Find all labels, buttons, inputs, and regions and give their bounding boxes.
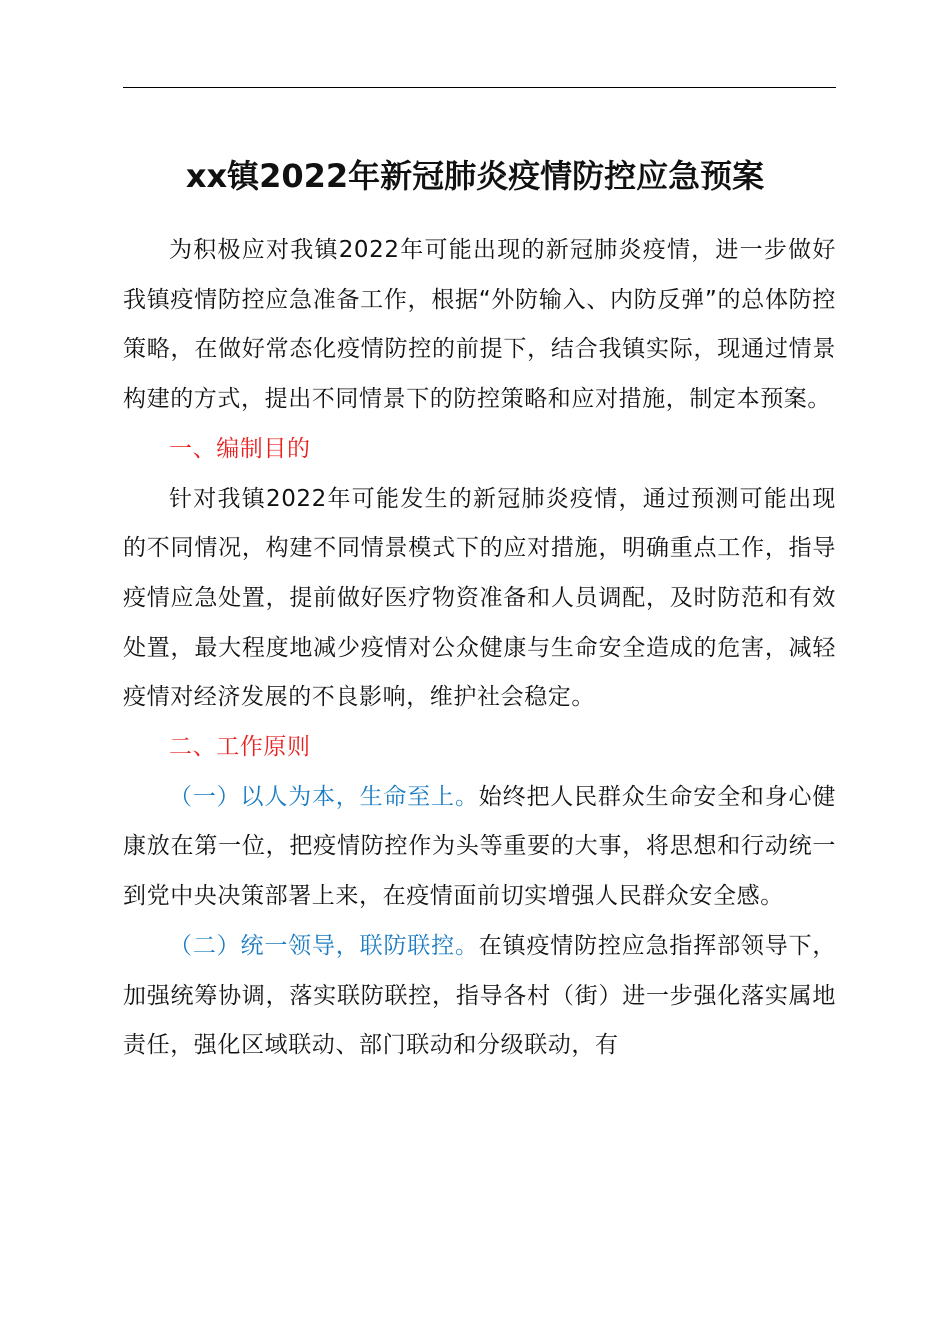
principle-label-2: （二）统一领导，联防联控。 [169,932,479,959]
section-heading-principles: 二、工作原则 [169,734,311,761]
document-title: xx镇2022年新冠肺炎疫情防控应急预案 [185,157,765,195]
principle-paragraph-1 [123,773,836,922]
document-body [123,226,836,1071]
header-rule [123,87,836,88]
principle-text-2: 在镇疫情防控应急指挥部领导下，加强统筹协调，落实联防联控，指导各村（街）进一步强化落实属地责任，强化区域联动、部门联动和分级联动，有 [123,932,836,1059]
principle-text-1: 始终把人民群众生命安全和身心健康放在第一位，把疫情防控作为头等重要的大事，将思想和行动统一到党中央决策部署上来，在疫情面前切实增强人民群众安全感。 [123,783,836,910]
principle-paragraph-2 [123,922,836,1071]
principle-label-1: （一）以人为本，生命至上。 [169,783,479,810]
purpose-paragraph: 针对我镇2022年可能发生的新冠肺炎疫情，通过预测可能出现的不同情况，构建不同情景模式下的应对措施，明确重点工作，指导疫情应急处置，提前做好医疗物资准备和人员调配，及时防范和有效处置，最大程度地减少疫情对公众健康与生命安全造成的危害，减轻疫情对经济发展的不良影响，维护社会稳定。 [123,485,836,711]
section-heading-purpose: 一、编制目的 [169,435,311,462]
intro-paragraph: 为积极应对我镇2022年可能出现的新冠肺炎疫情，进一步做好我镇疫情防控应急准备工作，根据“外防输入、内防反弹”的总体防控策略，在做好常态化疫情防控的前提下，结合我镇实际，现通过情景构建的方式，提出不同情景下的防控策略和应对措施，制定本预案。 [123,237,836,413]
